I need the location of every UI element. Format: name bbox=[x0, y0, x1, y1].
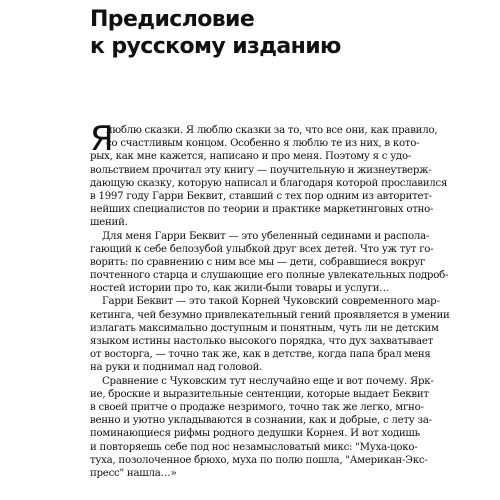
text-line: на руки и поднимал над головой. bbox=[90, 362, 263, 374]
text-line: в своей притче о продаже незримого, точно так же легко, мгно- bbox=[90, 401, 424, 413]
text-line: ворить: по сравнению с ним все мы — дети, собравшиеся вокруг bbox=[90, 256, 426, 268]
drop-cap: Я bbox=[90, 119, 114, 159]
text-line: со счастливым концом. Особенно я люблю те из них, в кото- bbox=[106, 138, 420, 150]
text-line: поминающиеся рифмы родного дедушки Корнея. И вот ходишь bbox=[90, 428, 420, 440]
text-line: ие, броские и выразительные сентенции, которые выдает Беквит bbox=[90, 388, 429, 400]
chapter-title-line-2: к русскому изданию bbox=[90, 34, 341, 59]
text-line: дающую сказку, которую написал и благодаря которой прославился bbox=[90, 177, 448, 189]
text-line: рых, как мне кажется, написано и про меня. Поэтому я с удо- bbox=[90, 151, 412, 163]
text-line: и повторяешь себе под нос незамысловатый микс: "Муха-цоко- bbox=[90, 441, 418, 453]
chapter-title-line-1: Предисловие bbox=[90, 7, 255, 32]
text-line: туха, позолоченное брюхо, муха по полю пошла, "Американ-Экс- bbox=[90, 454, 428, 466]
text-line: излагать максимально доступным и понятным, чуть ли не детским bbox=[90, 322, 439, 334]
text-line: языком истины настолько высокого порядка, что дух захватывает bbox=[90, 336, 434, 347]
text-line: гающий к себе белозубой улыбкой друг всех детей. Что уж тут го- bbox=[90, 243, 434, 255]
text-line: Сравнение с Чуковским тут неслучайно еще и вот почему. Ярк- bbox=[102, 375, 434, 387]
text-line: пресс" нашла…» bbox=[90, 467, 177, 479]
text-line: нейших специалистов по теории и практике маркетинговых отно- bbox=[90, 204, 434, 216]
chapter-title bbox=[90, 6, 341, 60]
text-line: от восторга, — точно так же, как в детстве, когда папа брал меня bbox=[90, 349, 431, 361]
text-line: ностей истории про то, как жили-были товары и услуги… bbox=[90, 283, 390, 295]
text-line-content: люблю сказки. Я люблю сказки за то, что все они, как правило, bbox=[106, 125, 438, 136]
text-line: шений. bbox=[90, 217, 128, 229]
text-line: кетинга, чей безумно привлекательный гений проявляется в умении bbox=[90, 309, 450, 321]
text-line: почтенного старца и слушающие его полные увлекательных подроб- bbox=[90, 270, 449, 282]
text-line: Гарри Беквит — это такой Корней Чуковский современного мар- bbox=[102, 296, 440, 308]
text-line: вольствием прочитал эту книгу — поучительную и жизнеутверж- bbox=[90, 164, 432, 176]
body-text bbox=[90, 119, 500, 480]
text-line: Для меня Гарри Беквит — это убеленный сединами и распола- bbox=[102, 230, 430, 242]
text-line: венно и уютно укладываются в сознании, как и добрые, с лету за- bbox=[90, 415, 432, 427]
text-line: в 1997 году Гарри Беквит, ставший с тех пор одним из авторитет- bbox=[90, 190, 432, 202]
